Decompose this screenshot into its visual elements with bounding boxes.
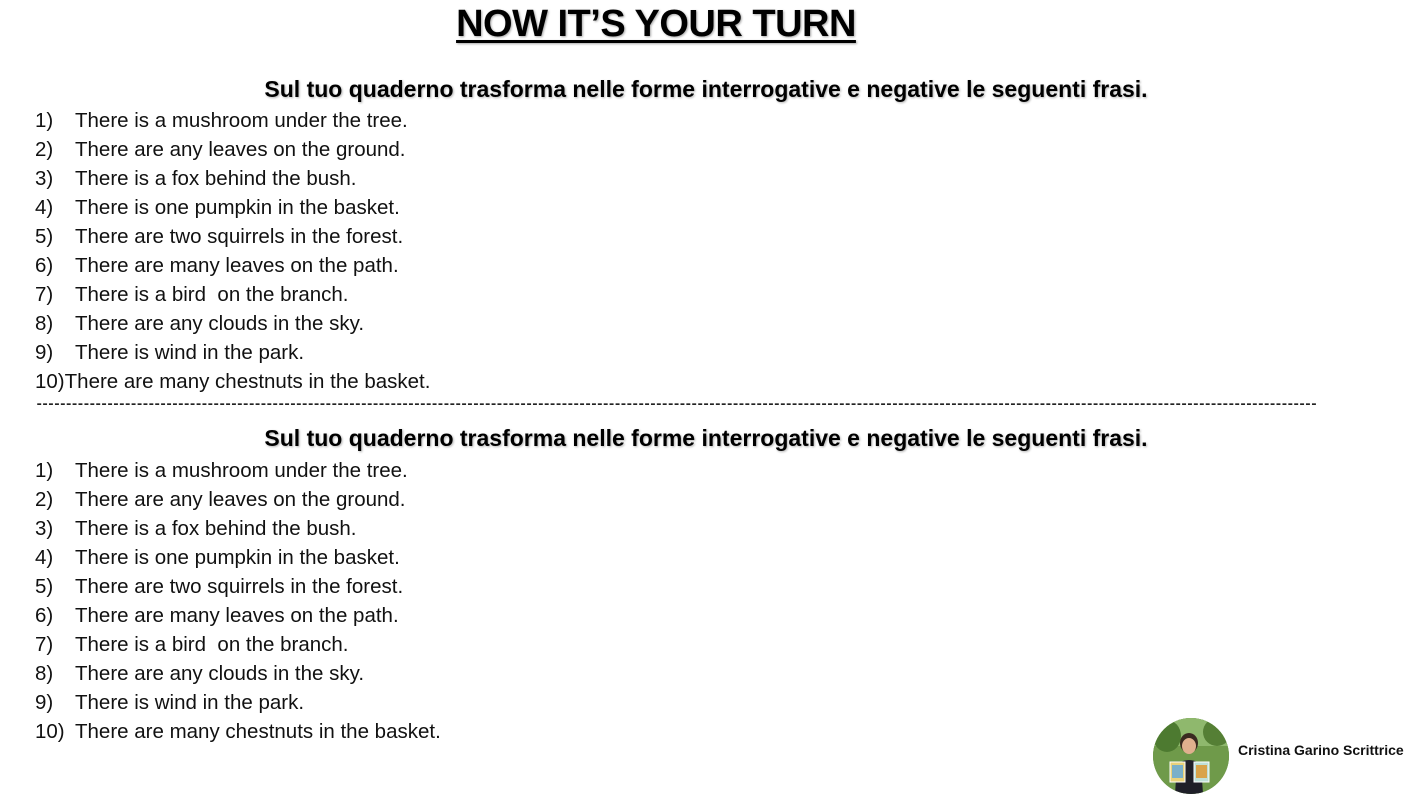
item-number: 1) bbox=[35, 459, 54, 482]
item-number: 7) bbox=[35, 283, 54, 306]
author-name: Cristina Garino Scrittrice bbox=[1238, 742, 1404, 758]
list-item bbox=[35, 689, 441, 718]
item-text: There are any leaves on the ground. bbox=[75, 138, 406, 161]
item-number: 10) bbox=[35, 720, 65, 743]
item-number: 2) bbox=[35, 138, 54, 161]
item-text: There is a fox behind the bush. bbox=[75, 167, 357, 190]
author-photo-illustration bbox=[1153, 718, 1229, 794]
item-number: 6) bbox=[35, 604, 54, 627]
list-item bbox=[35, 660, 441, 689]
item-text: There are any leaves on the ground. bbox=[75, 488, 406, 511]
instruction-2: Sul tuo quaderno trasforma nelle forme interrogative e negative le seguenti frasi. bbox=[264, 425, 1148, 451]
item-text: There are two squirrels in the forest. bbox=[75, 575, 404, 598]
item-text: There are any clouds in the sky. bbox=[75, 662, 365, 685]
item-number: 2) bbox=[35, 488, 54, 511]
list-item bbox=[35, 515, 441, 544]
item-number: 3) bbox=[35, 167, 54, 190]
item-text: There are many leaves on the path. bbox=[75, 254, 399, 277]
item-text: There are two squirrels in the forest. bbox=[75, 225, 404, 248]
item-number: 6) bbox=[35, 254, 54, 277]
item-text: There is one pumpkin in the basket. bbox=[75, 196, 400, 219]
item-text: There is a bird on the branch. bbox=[75, 283, 349, 306]
author-credit bbox=[1153, 716, 1408, 794]
instruction-1: Sul tuo quaderno trasforma nelle forme interrogative e negative le seguenti frasi. bbox=[264, 76, 1148, 102]
dashed-divider: ------------------------------------------------------------------------------------------------------------------------------------------------------------------------------------------------------------------------- bbox=[35, 397, 1316, 413]
item-text: There is wind in the park. bbox=[75, 341, 305, 364]
list-item bbox=[35, 310, 430, 339]
item-number: 1) bbox=[35, 109, 54, 132]
item-number: 5) bbox=[35, 225, 54, 248]
item-number: 9) bbox=[35, 691, 54, 714]
list-item bbox=[35, 136, 430, 165]
list-item bbox=[35, 252, 430, 281]
item-text: There are many chestnuts in the basket. bbox=[75, 720, 441, 743]
list-item bbox=[35, 602, 441, 631]
item-number: 10) bbox=[35, 370, 65, 393]
author-photo-icon bbox=[1153, 718, 1229, 794]
item-number: 4) bbox=[35, 546, 54, 569]
item-text: There is a fox behind the bush. bbox=[75, 517, 357, 540]
list-item bbox=[35, 631, 441, 660]
list-item bbox=[35, 486, 441, 515]
item-text: There is one pumpkin in the basket. bbox=[75, 546, 400, 569]
item-number: 3) bbox=[35, 517, 54, 540]
item-text: There are any clouds in the sky. bbox=[75, 312, 365, 335]
item-number: 8) bbox=[35, 312, 54, 335]
item-text: There is a bird on the branch. bbox=[75, 633, 349, 656]
item-number: 8) bbox=[35, 662, 54, 685]
list-item bbox=[35, 194, 430, 223]
list-item bbox=[35, 718, 441, 747]
page-title: NOW IT’S YOUR TURN bbox=[456, 3, 856, 45]
item-number: 4) bbox=[35, 196, 54, 219]
exercise-list-2 bbox=[35, 457, 441, 747]
item-number: 5) bbox=[35, 575, 54, 598]
list-item bbox=[35, 544, 441, 573]
list-item bbox=[35, 573, 441, 602]
item-text: There is a mushroom under the tree. bbox=[75, 459, 408, 482]
item-text: There is wind in the park. bbox=[75, 691, 305, 714]
list-item bbox=[35, 223, 430, 252]
list-item bbox=[35, 281, 430, 310]
item-number: 7) bbox=[35, 633, 54, 656]
item-text: There are many leaves on the path. bbox=[75, 604, 399, 627]
item-number: 9) bbox=[35, 341, 54, 364]
list-item bbox=[35, 165, 430, 194]
exercise-list-1 bbox=[35, 107, 430, 397]
list-item bbox=[35, 457, 441, 486]
item-text: There are many chestnuts in the basket. bbox=[64, 370, 431, 393]
item-text: There is a mushroom under the tree. bbox=[75, 109, 408, 132]
list-item bbox=[35, 368, 430, 397]
list-item bbox=[35, 339, 430, 368]
list-item bbox=[35, 107, 430, 136]
